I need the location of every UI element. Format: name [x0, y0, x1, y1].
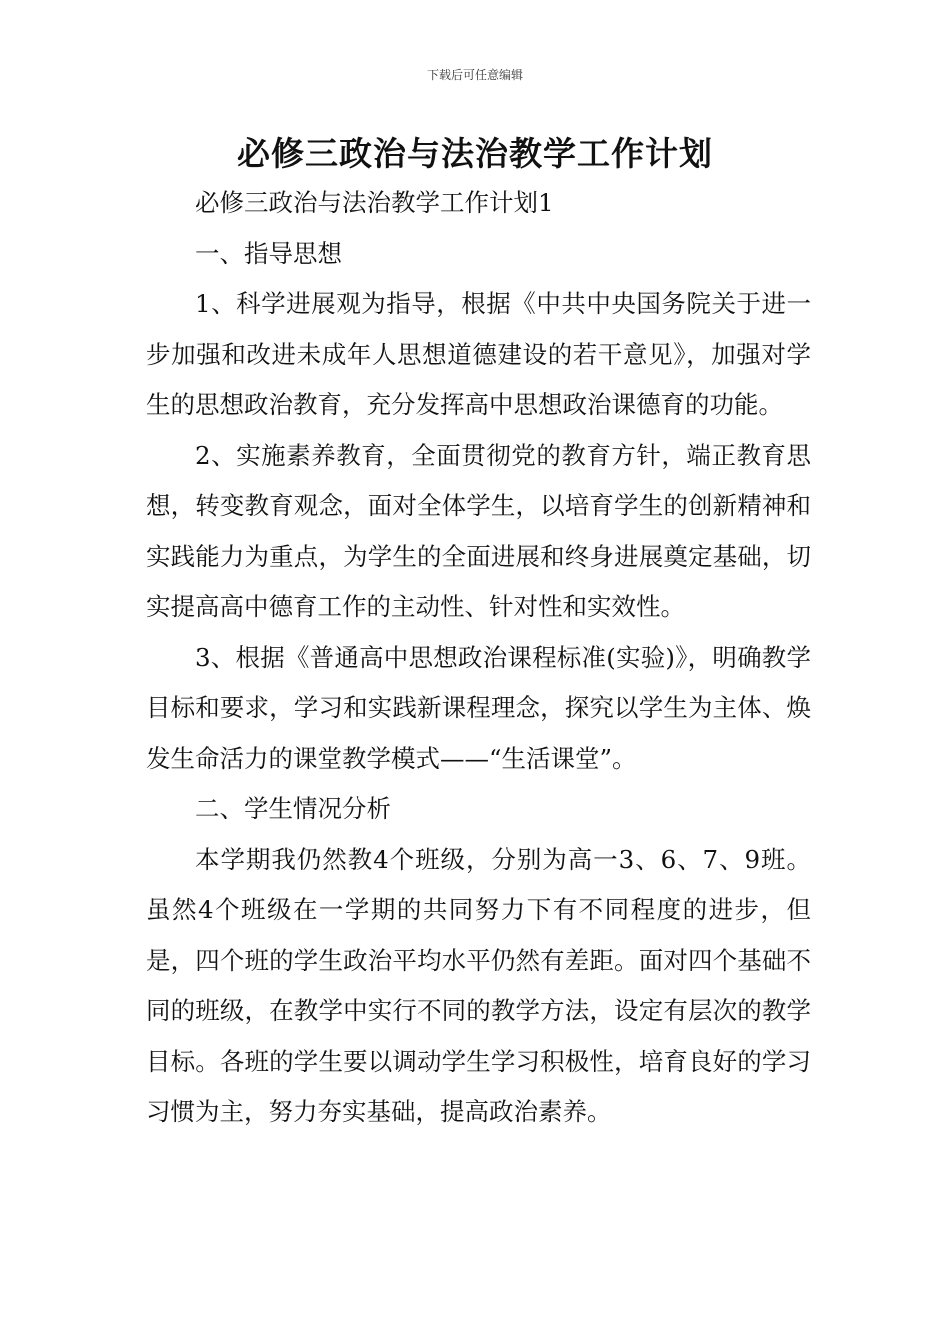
document-title: 必修三政治与法治教学工作计划	[237, 134, 713, 173]
section-heading-guiding-thought: 一、指导思想	[195, 238, 342, 268]
body-paragraph: 2、实施素养教育，全面贯彻党的教育方针，端正教育思想，转变教育观念，面对全体学生，以培育学生的创新精神和实践能力为重点，为学生的全面进展和终身进展奠定基础，切实提高高中德育工作的主动性、针对性和实效性。	[146, 440, 811, 621]
subtitle-paragraph: 必修三政治与法治教学工作计划1	[195, 188, 554, 217]
body-paragraph: 本学期我仍然教4个班级，分别为高一3、6、7、9班。虽然4个班级在一学期的共同努力下有不同程度的进步，但是，四个班的学生政治平均水平仍然有差距。面对四个基础不同的班级，在教学中实行不同的教学方法，设定有层次的教学目标。各班的学生要以调动学生学习积极性，培育良好的学习习惯为主，努力夯实基础，提高政治素养。	[146, 844, 811, 1126]
section-heading-student-analysis: 二、学生情况分析	[195, 794, 391, 823]
document-body	[146, 178, 811, 1138]
body-paragraph: 1、科学进展观为指导，根据《中共中央国务院关于进一步加强和改进未成年人思想道德建设的若干意见》，加强对学生的思想政治教育，充分发挥高中思想政治课德育的功能。	[146, 289, 811, 419]
editable-note-header: 下载后可任意编辑	[426, 68, 523, 82]
body-paragraph: 3、根据《普通高中思想政治课程标准(实验)》，明确教学目标和要求，学习和实践新课程理念，探究以学生为主体、焕发生命活力的课堂教学模式——“生活课堂”。	[146, 642, 811, 773]
